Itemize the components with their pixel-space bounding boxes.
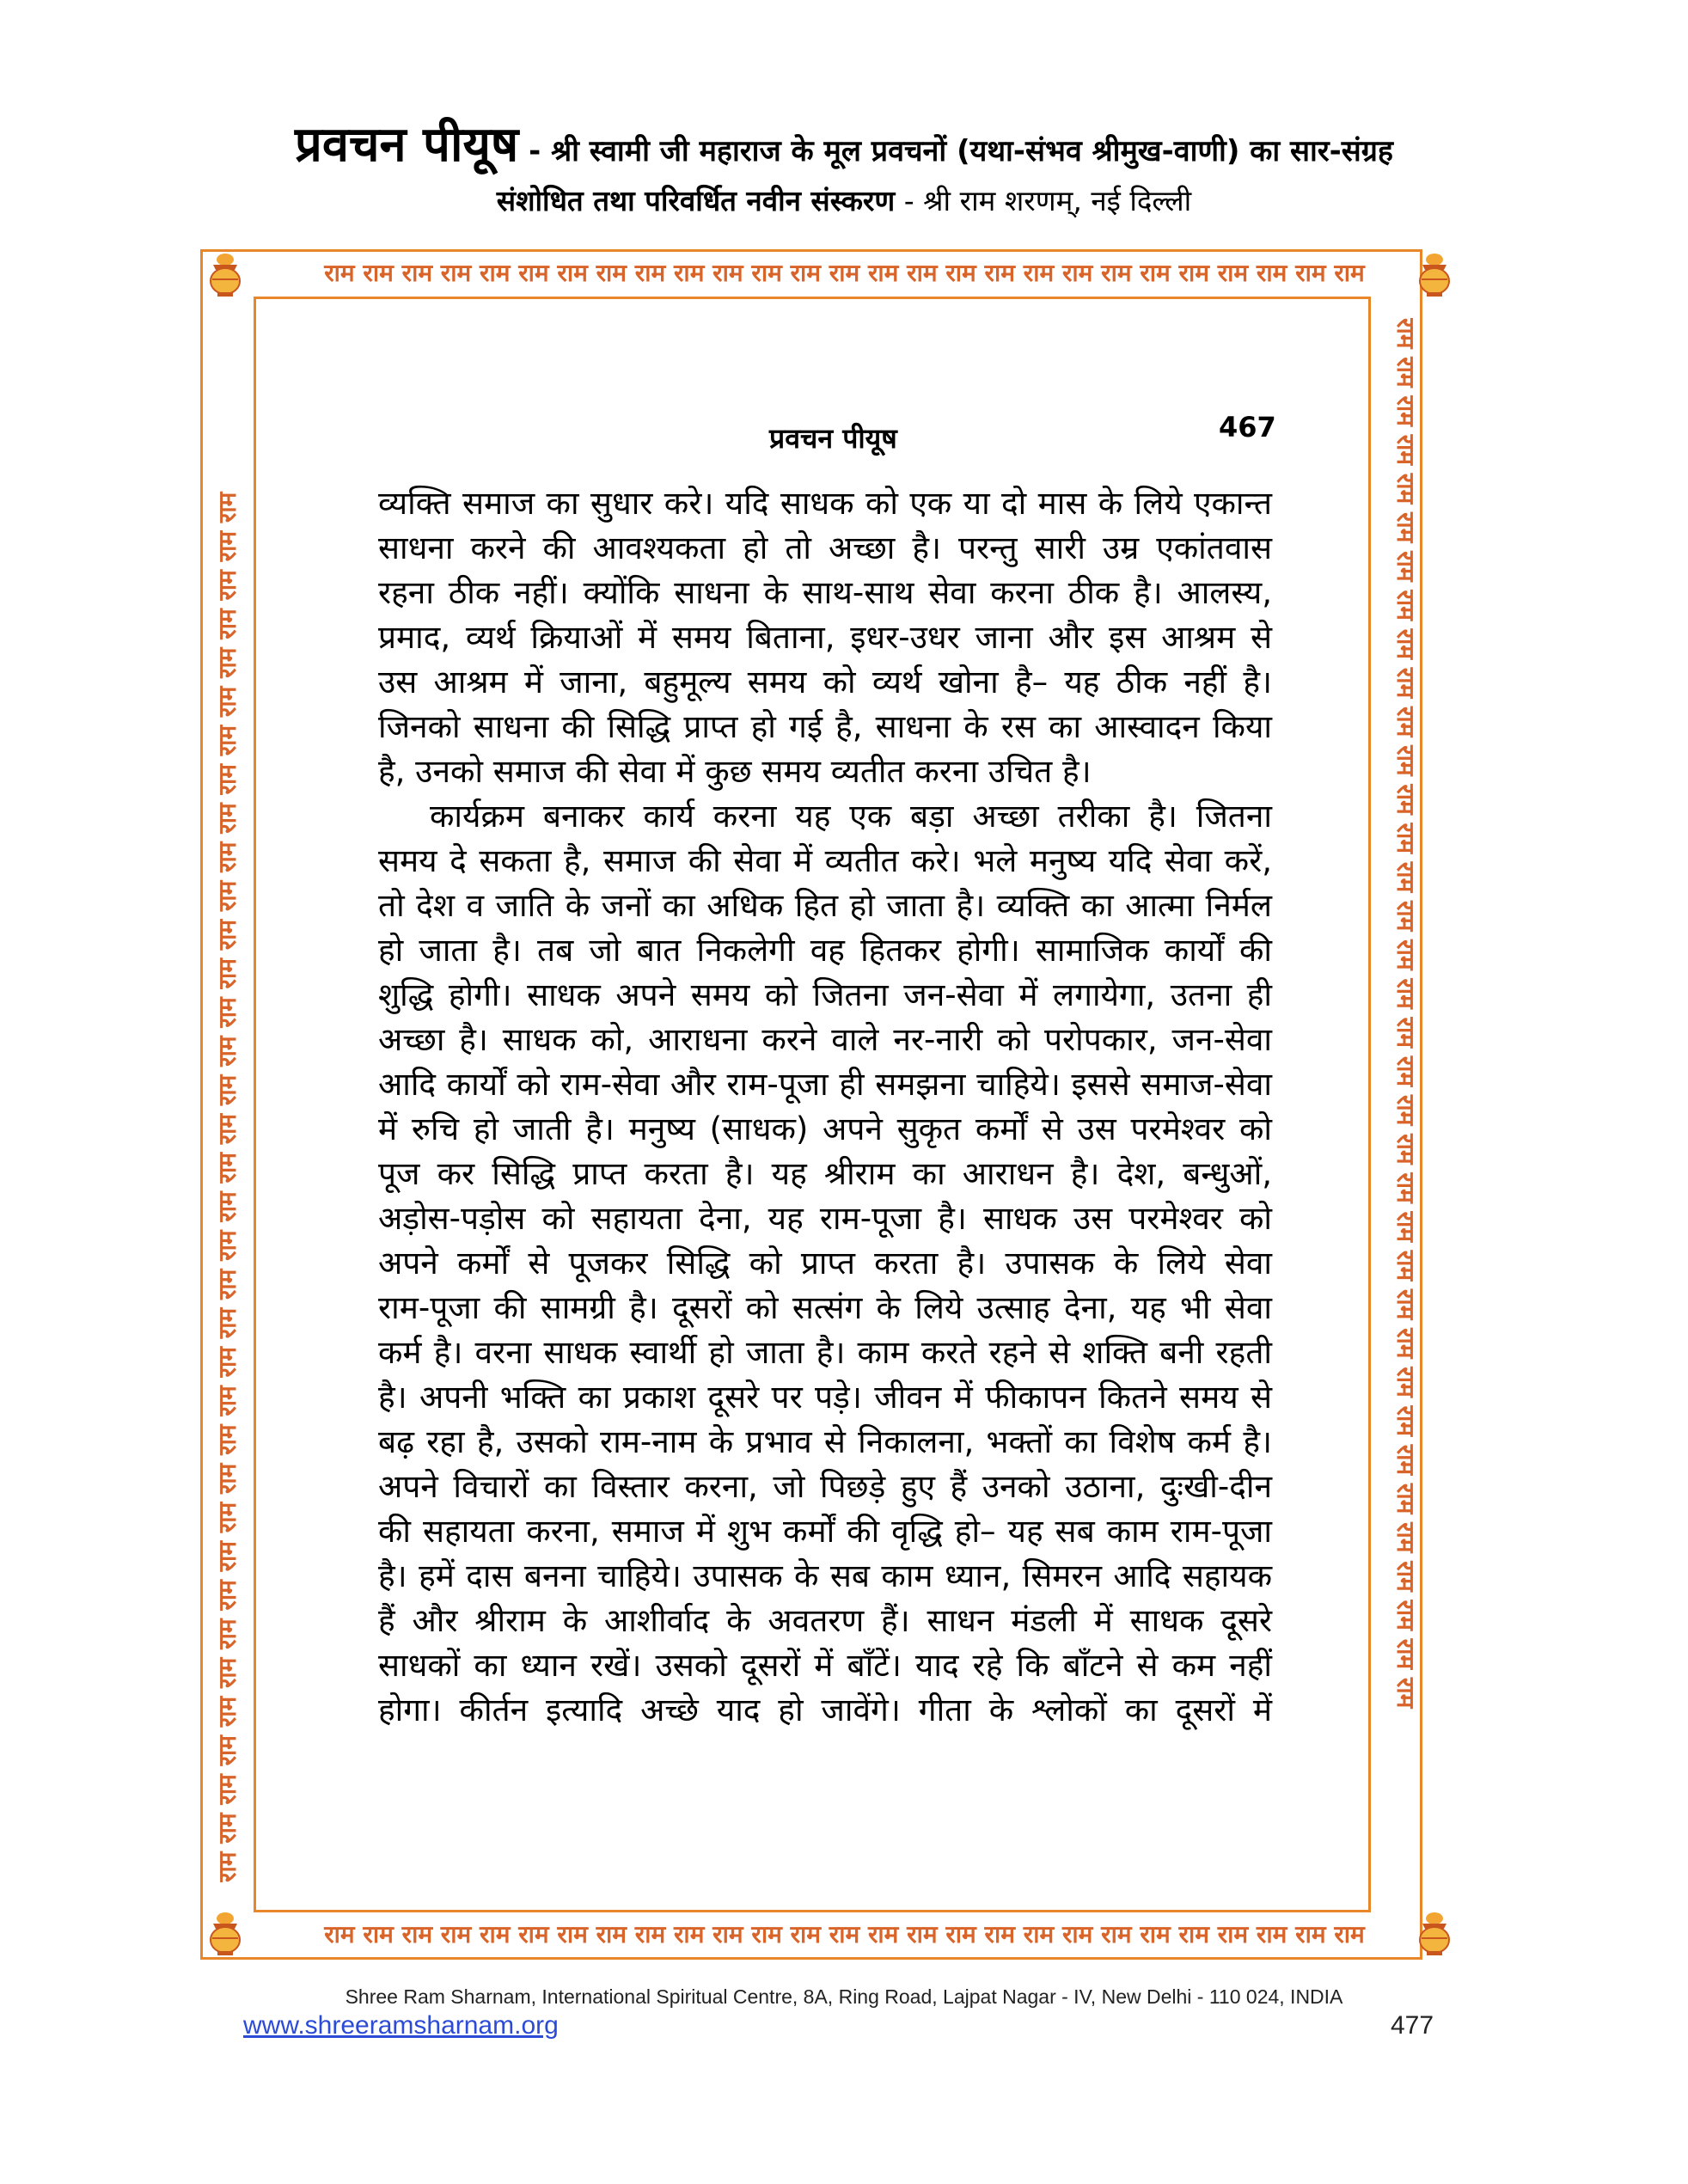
text-line: है। हमें दास बनना चाहिये। उपासक के सब काम ध्यान, सिमरन आदि सहायक bbox=[378, 1557, 1272, 1594]
text-line: अपने कर्मों से पूजकर सिद्धि को प्राप्त करता है। उपासक के लिये सेवा bbox=[378, 1245, 1272, 1282]
edition-line bbox=[0, 180, 1688, 219]
kalash-icon bbox=[1410, 1910, 1459, 1958]
text-line: राम-पूजा की सामग्री है। दूसरों को सत्संग के लिये उत्साह देना, यह भी सेवा bbox=[378, 1289, 1272, 1326]
book-running-header: प्रवचन पीयूष bbox=[769, 422, 897, 455]
text-line: व्यक्ति समाज का सुधार करे। यदि साधक को एक या दो मास के लिये एकान्त bbox=[378, 485, 1272, 522]
ram-border-left-text: राम राम राम राम राम राम राम राम राम राम राम राम राम राम राम राम राम राम राम राम राम राम राम राम राम राम राम राम राम राम राम राम राम राम राम राम bbox=[213, 492, 242, 1882]
text-line: पूज कर सिद्धि प्राप्त करता है। यह श्रीराम का आराधन है। देश, बन्धुओं, bbox=[378, 1155, 1272, 1192]
text-line: अच्छा है। साधक को, आराधना करने वाले नर-नारी को परोपकार, जन-सेवा bbox=[378, 1021, 1272, 1058]
text-line: है। अपनी भक्ति का प्रकाश दूसरे पर पड़े। जीवन में फीकापन कितने समय से bbox=[378, 1379, 1272, 1416]
text-line: हैं और श्रीराम के आशीर्वाद के अवतरण हैं। साधन मंडली में साधक दूसरे bbox=[378, 1602, 1272, 1639]
edition-label: संशोधित तथा परिवर्धित नवीन संस्करण bbox=[496, 184, 896, 217]
text-line: होगा। कीर्तन इत्यादि अच्छे याद हो जावेंगे। गीता के श्लोकों का दूसरों में bbox=[378, 1692, 1272, 1728]
text-line: बढ़ रहा है, उसको राम-नाम के प्रभाव से निकालना, भक्तों का विशेष कर्म है। bbox=[378, 1423, 1272, 1460]
ram-border-left bbox=[206, 318, 249, 1882]
book-page-number: 467 bbox=[1219, 411, 1276, 444]
text-line: उस आश्रम में जाना, बहुमूल्य समय को व्यर्थ खोना है– यह ठीक नहीं है। bbox=[378, 664, 1272, 700]
ram-border-right bbox=[1384, 318, 1427, 1882]
page-header bbox=[0, 110, 1688, 175]
ram-border-bottom: राम राम राम राम राम राम राम राम राम राम राम राम राम राम राम राम राम राम राम राम राम राम राम राम राम राम राम bbox=[324, 1920, 1365, 1948]
text-line: साधना करने की आवश्यकता हो तो अच्छा है। परन्तु सारी उम्र एकांतवास bbox=[378, 529, 1272, 566]
text-line: जिनको साधना की सिद्धि प्राप्त हो गई है, साधना के रस का आस्वादन किया bbox=[378, 708, 1272, 745]
pdf-page-number: 477 bbox=[1391, 2011, 1434, 2040]
kalash-icon bbox=[201, 251, 249, 299]
footer-address: Shree Ram Sharnam, International Spiritual Centre, 8A, Ring Road, Lajpat Nagar - IV, New Delhi - 110 024, INDIA bbox=[345, 1985, 1343, 2008]
text-line: है, उनको समाज की सेवा में कुछ समय व्यतीत करना उचित है। bbox=[378, 753, 1092, 790]
kalash-icon bbox=[201, 1910, 249, 1958]
text-line: अपने विचारों का विस्तार करना, जो पिछड़े हुए हैं उनको उठाना, दुःखी-दीन bbox=[378, 1468, 1272, 1505]
kalash-icon bbox=[1410, 251, 1459, 299]
text-line: शुद्धि होगी। साधक अपने समय को जितना जन-सेवा में लगायेगा, उतना ही bbox=[378, 976, 1272, 1013]
text-line: की सहायता करना, समाज में शुभ कर्मों की वृद्धि हो– यह सब काम राम-पूजा bbox=[378, 1513, 1272, 1550]
text-line: हो जाता है। तब जो बात निकलेगी वह हितकर होगी। सामाजिक कार्यों की bbox=[378, 932, 1272, 969]
text-line: आदि कार्यों को राम-सेवा और राम-पूजा ही समझना चाहिये। इससे समाज-सेवा bbox=[378, 1066, 1272, 1103]
text-line: में रुचि हो जाती है। मनुष्य (साधक) अपने सुकृत कर्मों से उस परमेश्वर को bbox=[378, 1110, 1272, 1147]
body-text bbox=[378, 481, 1272, 1733]
ram-border-right-text: राम राम राम राम राम राम राम राम राम राम राम राम राम राम राम राम राम राम राम राम राम राम राम राम राम राम राम राम राम राम राम राम राम राम राम राम bbox=[1391, 318, 1420, 1709]
text-line: कार्यक्रम बनाकर कार्य करना यह एक बड़ा अच्छा तरीका है। जितना bbox=[430, 798, 1272, 835]
text-line: कर्म है। वरना साधक स्वार्थी हो जाता है। काम करते रहने से शक्ति बनी रहती bbox=[378, 1334, 1272, 1371]
text-line: प्रमाद, व्यर्थ क्रियाओं में समय बिताना, इधर-उधर जाना और इस आश्रम से bbox=[378, 619, 1272, 656]
text-line: समय दे सकता है, समाज की सेवा में व्यतीत करे। भले मनुष्य यदि सेवा करें, bbox=[378, 842, 1272, 879]
edition-publisher: - श्री राम शरणम्, नई दिल्ली bbox=[895, 184, 1192, 217]
text-line: अड़ोस-पड़ोस को सहायता देना, यह राम-पूजा है। साधक उस परमेश्वर को bbox=[378, 1200, 1272, 1237]
header-title: प्रवचन पीयूष bbox=[295, 117, 519, 173]
text-line: तो देश व जाति के जनों का अधिक हित हो जाता है। व्यक्ति का आत्मा निर्मल bbox=[378, 887, 1272, 924]
website-link[interactable]: www.shreeramsharnam.org bbox=[243, 2011, 559, 2040]
ram-border-top: राम राम राम राम राम राम राम राम राम राम राम राम राम राम राम राम राम राम राम राम राम राम राम राम राम राम राम bbox=[324, 259, 1365, 287]
text-line: साधकों का ध्यान रखें। उसको दूसरों में बाँटें। याद रहे कि बाँटने से कम नहीं bbox=[378, 1647, 1272, 1684]
header-subtitle: - श्री स्वामी जी महाराज के मूल प्रवचनों (यथा-संभव श्रीमुख-वाणी) का सार-संग्रह bbox=[518, 134, 1393, 168]
text-line: रहना ठीक नहीं। क्योंकि साधना के साथ-साथ सेवा करना ठीक है। आलस्य, bbox=[378, 574, 1272, 611]
